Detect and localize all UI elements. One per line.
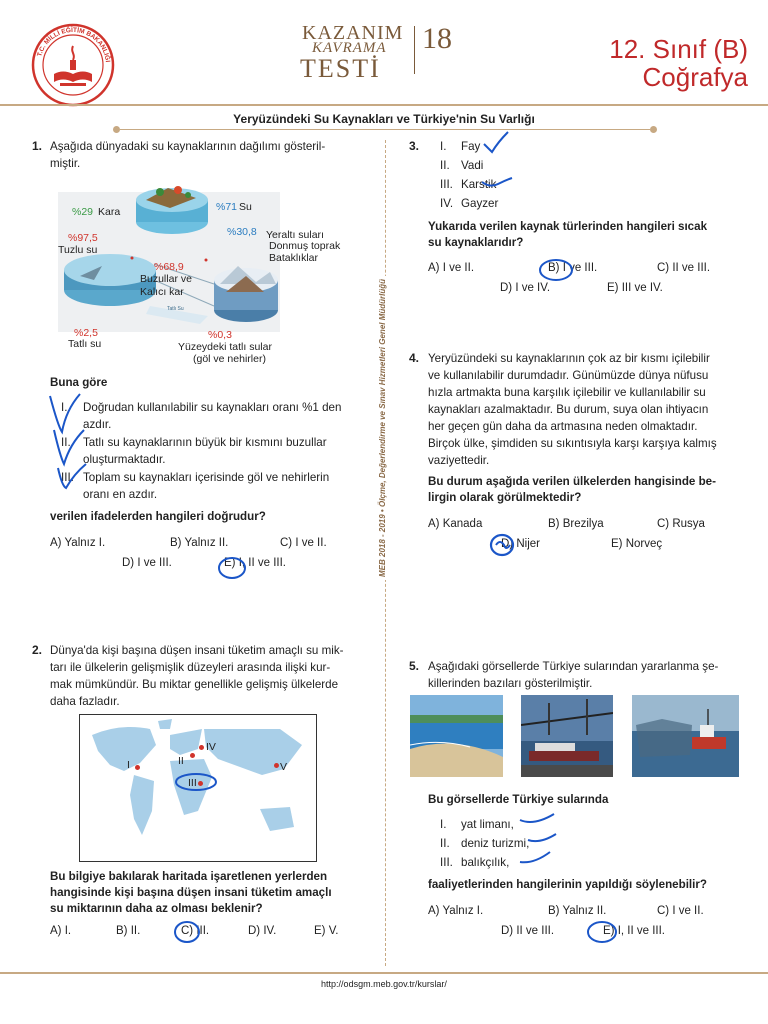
map-point-5 (274, 763, 279, 768)
q1-lead: Buna göre (50, 376, 108, 389)
q1-item-2-num: II. (61, 436, 71, 449)
q1-stem-2: miştir. (50, 157, 81, 170)
sidebar-year: MEB 2018 - 2019 (378, 514, 387, 577)
q2-option-d[interactable]: D) IV. (248, 925, 277, 937)
q1-item-2-line1: Tatlı su kaynaklarının büyük bir kısmını buzullar (83, 436, 327, 449)
fig-kara-pct: %29 (72, 206, 94, 218)
q2-option-a[interactable]: A) I. (50, 925, 72, 937)
brand-block (298, 22, 478, 86)
q1-item-1-num: I. (61, 401, 68, 414)
photo-marina (521, 695, 613, 777)
topic-rule (120, 129, 650, 130)
q5-item-2-text: deniz turizmi, (461, 837, 530, 850)
q2-number: 2. (32, 643, 43, 657)
q2-option-b[interactable]: B) II. (116, 925, 141, 937)
q2-question-2: hangisinde kişi başına düşen insani tüketim amaçlı (50, 886, 332, 899)
fig-su-pct: %71 (216, 201, 238, 213)
q5-option-d[interactable]: D) II ve III. (501, 925, 555, 937)
q2-stem-1: Dünya'da kişi başına düşen insani tüketim amaçlı su mik- (50, 644, 344, 657)
sidebar-org: Ölçme, Değerlendirme ve Sınav Hizmetleri Genel Müdürlüğü (378, 278, 387, 508)
q5-item-2-num: II. (440, 837, 450, 850)
q5-stem-1: Aşağıdaki görsellerde Türkiye sularından yararlanma şe- (428, 660, 719, 673)
q3-item-2-text: Vadi (461, 159, 484, 172)
brand-line-1: KAZANIM (302, 22, 404, 44)
map-label-2: II (178, 755, 184, 767)
q4-option-b[interactable]: B) Brezilya (548, 518, 604, 530)
brand-line-3: TESTİ (300, 54, 381, 83)
q3-option-c[interactable]: C) II ve III. (657, 262, 711, 274)
q3-item-1-text: Fay (461, 140, 481, 153)
fig-buzul-1: Buzullar ve (140, 273, 192, 285)
fig-buzul-2: Kalıcı kar (140, 286, 184, 298)
q2-option-e[interactable]: E) V. (314, 925, 339, 937)
q1-item-3-line1: Toplam su kaynakları içerisinde göl ve nehirlerin (83, 471, 330, 484)
q2-stem-2: tarı ile ülkelerin gelişmişlik düzeyleri arasında ilişki kur- (50, 661, 331, 674)
q5-option-b[interactable]: B) Yalnız II. (548, 905, 607, 917)
photo-fishing (632, 695, 739, 777)
q2-option-c[interactable]: C) III. (181, 925, 210, 937)
q5-stem-2: killerinden bazıları gösterilmiştir. (428, 677, 593, 690)
q4-question-2: lirgin olarak görülmektedir? (428, 491, 582, 504)
q4-stem-4: kaynakları azalmaktadır. Bu durum, suya olan ihtiyacın (428, 403, 709, 416)
fig-yeralti-pct: %30,8 (227, 226, 257, 238)
q4-stem-6: Birçok ülke, şimdiden su sıkıntısıyla karşı karşıya kalmış (428, 437, 717, 450)
q1-item-3-num: III. (61, 471, 74, 484)
fig-yeralti-2: Donmuş toprak (269, 240, 341, 252)
world-map (79, 714, 317, 862)
fig-yuzey-1: Yüzeydeki tatlı sular (178, 341, 272, 353)
q1-option-e[interactable]: E) I, II ve III. (224, 557, 286, 569)
fig-yuzey-2: (göl ve nehirler) (193, 353, 266, 365)
topic-rule-right-dot (650, 126, 657, 133)
map-point-1 (135, 765, 140, 770)
q1-item-3-line2: oranı en azdır. (83, 488, 158, 501)
q4-option-a[interactable]: A) Kanada (428, 518, 483, 530)
q1-item-1-line1: Doğrudan kullanılabilir su kaynakları oranı %1 den (83, 401, 342, 414)
map-point-4 (199, 745, 204, 750)
q4-option-c[interactable]: C) Rusya (657, 518, 705, 530)
q3-item-3-num: III. (440, 178, 453, 191)
topic-rule-left-dot (113, 126, 120, 133)
q5-option-c[interactable]: C) I ve II. (657, 905, 704, 917)
photo-beach (410, 695, 503, 777)
fig-kara: Kara (98, 206, 121, 218)
test-number: 18 (422, 22, 452, 55)
q5-number: 5. (409, 659, 420, 673)
q1-option-c[interactable]: C) I ve II. (280, 537, 327, 549)
fig-tuzlu-pct: %97,5 (68, 232, 98, 244)
brand-divider (414, 26, 415, 74)
map-label-1: I (127, 759, 130, 771)
meb-logo-icon (30, 22, 116, 108)
q1-item-1-line2: azdır. (83, 418, 112, 431)
q1-option-d[interactable]: D) I ve III. (122, 557, 172, 569)
fig-tatli: Tatlı su (68, 338, 102, 350)
q3-option-b[interactable]: B) I ve III. (548, 262, 598, 274)
q3-option-e[interactable]: E) III ve IV. (607, 282, 663, 294)
q4-stem-3: hızla artmakta buna karşılık içilebilir ve kullanılabilir su (428, 386, 706, 399)
q3-item-4-text: Gayzer (461, 197, 499, 210)
q3-item-2-num: II. (440, 159, 450, 172)
grade-title: 12. Sınıf (B) (609, 34, 748, 64)
topic-title: Yeryüzündeki Su Kaynakları ve Türkiye'nin Su Varlığı (233, 112, 535, 126)
q5-question: faaliyetlerinden hangilerinin yapıldığı söylenebilir? (428, 878, 707, 891)
footer-url[interactable]: http://odsgm.meb.gov.tr/kurslar/ (321, 979, 447, 989)
q1-stem-1: Aşağıda dünyadaki su kaynaklarının dağılımı gösteril- (50, 140, 326, 153)
q4-question-1: Bu durum aşağıda verilen ülkelerden hangisinde be- (428, 475, 716, 488)
q5-item-3-num: III. (440, 856, 453, 869)
q5-option-a[interactable]: A) Yalnız I. (428, 905, 484, 917)
brand-line-2: KAVRAMA (312, 40, 387, 56)
q3-number: 3. (409, 139, 420, 153)
q4-option-d[interactable]: D) Nijer (501, 538, 540, 550)
q3-item-3-text: Karstik (461, 178, 497, 191)
q4-stem-7: vaziyettedir. (428, 454, 490, 467)
q1-number: 1. (32, 139, 43, 153)
fig-yuzey-pct: %0,3 (208, 329, 232, 341)
svg-text:T.C. MİLLİ EĞİTİM BAKANLIĞI: T.C. MİLLİ EĞİTİM BAKANLIĞI (36, 26, 111, 63)
q5-item-3-text: balıkçılık, (461, 856, 510, 869)
q3-question-2: su kaynaklarıdır? (428, 236, 524, 249)
q3-item-4-num: IV. (440, 197, 454, 210)
q2-stem-3: mak mümkündür. Bu miktar genellikle gelişmiş ülkelerde (50, 678, 339, 691)
fig-buzul-pct: %68,9 (154, 261, 184, 273)
q4-stem-5: her geçen gün daha da artmasına neden olmaktadır. (428, 420, 698, 433)
q5-item-1-num: I. (440, 818, 447, 831)
q4-number: 4. (409, 351, 420, 365)
q4-option-e[interactable]: E) Norveç (611, 538, 663, 550)
fig-yeralti-3: Bataklıklar (269, 252, 319, 264)
map-label-3: III (188, 777, 197, 789)
q4-stem-1: Yeryüzündeki su kaynaklarının çok az bir kısmı içilebilir (428, 352, 710, 365)
q3-question-1: Yukarıda verilen kaynak türlerinden hangileri sıcak (428, 220, 708, 233)
world-map-drawing (80, 715, 316, 861)
q1-option-b[interactable]: B) Yalnız II. (170, 537, 229, 549)
q5-option-e[interactable]: E) I, II ve III. (603, 925, 665, 937)
fig-tuzlu: Tuzlu su (58, 244, 98, 256)
footer-rule (0, 972, 768, 974)
q2-stem-4: daha fazladır. (50, 695, 120, 708)
q2-question-3: su miktarının daha az olması beklenir? (50, 902, 263, 915)
map-label-5: V (280, 761, 288, 773)
q1-option-a[interactable]: A) Yalnız I. (50, 537, 106, 549)
q3-option-d[interactable]: D) I ve IV. (500, 282, 551, 294)
q5-item-1-text: yat limanı, (461, 818, 514, 831)
q1-question: verilen ifadelerden hangileri doğrudur? (50, 510, 266, 523)
q3-item-1-num: I. (440, 140, 447, 153)
map-label-4: IV (206, 741, 216, 753)
q4-stem-2: ve kullanılabilir durumdadır. Günümüzde dünya nüfusu (428, 369, 709, 382)
fig-tatli-small: Tatlı Su (167, 306, 184, 312)
map-point-3 (198, 781, 203, 786)
fig-yeralti-1: Yeraltı suları (266, 229, 324, 241)
fig-su: Su (239, 201, 252, 213)
q3-option-a[interactable]: A) I ve II. (428, 262, 475, 274)
q5-lead: Bu görsellerde Türkiye sularında (428, 793, 609, 806)
header-rule (0, 104, 768, 106)
q2-question-1: Bu bilgiye bakılarak haritada işaretlenen yerlerden (50, 870, 328, 883)
map-point-2 (190, 753, 195, 758)
fig-tatli-pct: %2,5 (74, 327, 98, 339)
subject-title: Coğrafya (642, 62, 748, 92)
q1-item-2-line2: oluşturmaktadır. (83, 453, 166, 466)
